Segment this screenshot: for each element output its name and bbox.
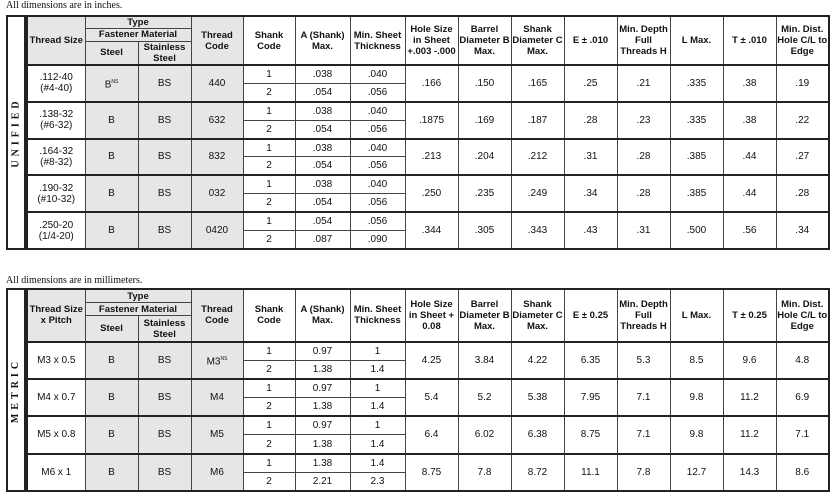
stainless-type: BS bbox=[138, 379, 191, 416]
t-value: .38 bbox=[723, 65, 776, 102]
header-l: L Max. bbox=[670, 16, 723, 65]
e-value: .31 bbox=[564, 139, 617, 176]
header-shank-diameter: Shank Diameter C Max. bbox=[511, 16, 564, 65]
min-sheet-thickness: .040 bbox=[350, 175, 405, 193]
t-value: 14.3 bbox=[723, 454, 776, 491]
shank-code: 1 bbox=[243, 454, 295, 473]
steel-type-cell bbox=[85, 139, 138, 176]
barrel-diameter: .169 bbox=[458, 102, 511, 139]
shank-code: 1 bbox=[243, 102, 295, 120]
header-hole-size: Hole Size in Sheet + 0.08 bbox=[405, 289, 458, 342]
thread-size: M4 x 0.7 bbox=[37, 392, 76, 404]
shank-code: 1 bbox=[243, 416, 295, 435]
hole-size: 6.4 bbox=[405, 416, 458, 453]
min-sheet-thickness: .056 bbox=[350, 120, 405, 138]
shank-diameter: 8.72 bbox=[511, 454, 564, 491]
min-dist: 6.9 bbox=[776, 379, 829, 416]
min-dist: 8.6 bbox=[776, 454, 829, 491]
thread-size-cell bbox=[27, 342, 85, 379]
shank-code: 1 bbox=[243, 212, 295, 230]
min-sheet-thickness: .040 bbox=[350, 102, 405, 120]
header-steel: Steel bbox=[85, 41, 138, 65]
a-shank-max: .054 bbox=[295, 120, 350, 138]
min-depth: .28 bbox=[617, 175, 670, 212]
steel-type-cell bbox=[85, 454, 138, 491]
table-row bbox=[27, 342, 829, 361]
steel-type: B bbox=[108, 151, 115, 163]
unified-table bbox=[26, 15, 830, 250]
header-fastener-material: Fastener Material bbox=[85, 29, 191, 41]
thread-size: .112-40 bbox=[39, 72, 73, 84]
header-e: E ± .010 bbox=[564, 16, 617, 65]
barrel-diameter: .305 bbox=[458, 212, 511, 249]
shank-diameter: 5.38 bbox=[511, 379, 564, 416]
a-shank-max: .054 bbox=[295, 194, 350, 212]
header-min-depth: Min. Depth Full Threads H bbox=[617, 289, 670, 342]
metric-section bbox=[6, 288, 828, 492]
table-row bbox=[27, 212, 829, 230]
shank-diameter: .187 bbox=[511, 102, 564, 139]
thread-code: 0420 bbox=[205, 225, 229, 237]
thread-size-alt: (1/4-20) bbox=[38, 230, 74, 242]
header-min-sheet: Min. Sheet Thickness bbox=[350, 16, 405, 65]
header-a-shank: A (Shank) Max. bbox=[295, 289, 350, 342]
header-shank-code: Shank Code bbox=[243, 16, 295, 65]
thread-code: M5 bbox=[210, 429, 224, 441]
thread-code-cell bbox=[191, 102, 243, 139]
thread-size: M5 x 0.8 bbox=[37, 429, 76, 441]
min-sheet-thickness: 1.4 bbox=[350, 360, 405, 379]
min-sheet-thickness: .040 bbox=[350, 139, 405, 157]
l-max: 9.8 bbox=[670, 379, 723, 416]
steel-type-note: NS bbox=[111, 78, 119, 85]
e-value: 6.35 bbox=[564, 342, 617, 379]
a-shank-max: .054 bbox=[295, 212, 350, 230]
stainless-type: BS bbox=[138, 454, 191, 491]
t-value: .38 bbox=[723, 102, 776, 139]
table-row bbox=[27, 102, 829, 120]
min-sheet-thickness: 1 bbox=[350, 342, 405, 361]
shank-code: 1 bbox=[243, 65, 295, 83]
min-sheet-thickness: 1 bbox=[350, 416, 405, 435]
thread-size: .190-32 bbox=[39, 182, 74, 194]
a-shank-max: 0.97 bbox=[295, 379, 350, 398]
steel-type-cell bbox=[85, 342, 138, 379]
shank-code: 2 bbox=[243, 194, 295, 212]
min-sheet-thickness: 1 bbox=[350, 379, 405, 398]
thread-code-cell bbox=[191, 379, 243, 416]
min-dist: .27 bbox=[776, 139, 829, 176]
thread-code-cell bbox=[191, 65, 243, 102]
t-value: .44 bbox=[723, 175, 776, 212]
steel-type-cell bbox=[85, 379, 138, 416]
min-depth: 5.3 bbox=[617, 342, 670, 379]
header-thread-size: Thread Size x Pitch bbox=[27, 289, 85, 342]
thread-code: M3 bbox=[206, 356, 221, 367]
min-sheet-thickness: .090 bbox=[350, 231, 405, 249]
header-steel: Steel bbox=[85, 316, 138, 342]
a-shank-max: .087 bbox=[295, 231, 350, 249]
min-sheet-thickness: 1.4 bbox=[350, 435, 405, 454]
thread-size: M6 x 1 bbox=[41, 466, 72, 478]
stainless-type: BS bbox=[138, 102, 191, 139]
min-sheet-thickness: .056 bbox=[350, 83, 405, 101]
min-dist: 7.1 bbox=[776, 416, 829, 453]
shank-code: 2 bbox=[243, 157, 295, 175]
table-row bbox=[27, 65, 829, 83]
unified-caption: All dimensions are in inches. bbox=[6, 0, 123, 11]
thread-code: 440 bbox=[208, 77, 226, 89]
barrel-diameter: .235 bbox=[458, 175, 511, 212]
thread-size-cell bbox=[27, 65, 85, 102]
thread-size-cell bbox=[27, 454, 85, 491]
min-depth: 7.1 bbox=[617, 379, 670, 416]
min-sheet-thickness: .056 bbox=[350, 157, 405, 175]
min-sheet-thickness: .056 bbox=[350, 212, 405, 230]
t-value: .56 bbox=[723, 212, 776, 249]
t-value: 11.2 bbox=[723, 379, 776, 416]
unified-side-label: UNIFIED bbox=[6, 15, 26, 250]
thread-size-cell bbox=[27, 212, 85, 249]
l-max: 12.7 bbox=[670, 454, 723, 491]
header-thread-code: Thread Code bbox=[191, 16, 243, 65]
header-min-dist: Min. Dist. Hole C/L to Edge bbox=[776, 16, 829, 65]
thread-code: 832 bbox=[208, 151, 226, 163]
metric-side-label: METRIC bbox=[6, 288, 26, 492]
header-shank-code: Shank Code bbox=[243, 289, 295, 342]
thread-size-alt: (#6-32) bbox=[40, 120, 73, 132]
shank-diameter: .165 bbox=[511, 65, 564, 102]
thread-size: .250-20 bbox=[39, 219, 74, 231]
barrel-diameter: 5.2 bbox=[458, 379, 511, 416]
shank-code: 1 bbox=[243, 342, 295, 361]
min-dist: .19 bbox=[776, 65, 829, 102]
barrel-diameter: 3.84 bbox=[458, 342, 511, 379]
shank-code: 2 bbox=[243, 231, 295, 249]
header-t: T ± .010 bbox=[723, 16, 776, 65]
min-depth: .31 bbox=[617, 212, 670, 249]
thread-size-alt: (#8-32) bbox=[40, 156, 73, 168]
a-shank-max: .038 bbox=[295, 139, 350, 157]
header-a-shank: A (Shank) Max. bbox=[295, 16, 350, 65]
e-value: .43 bbox=[564, 212, 617, 249]
e-value: 8.75 bbox=[564, 416, 617, 453]
steel-type-cell bbox=[85, 175, 138, 212]
thread-size-cell bbox=[27, 139, 85, 176]
min-depth: 7.1 bbox=[617, 416, 670, 453]
min-dist: .22 bbox=[776, 102, 829, 139]
thread-size: .164-32 bbox=[39, 145, 74, 157]
shank-code: 2 bbox=[243, 83, 295, 101]
a-shank-max: 0.97 bbox=[295, 342, 350, 361]
a-shank-max: 0.97 bbox=[295, 416, 350, 435]
e-value: .25 bbox=[564, 65, 617, 102]
steel-type: B bbox=[108, 114, 115, 126]
steel-type-cell bbox=[85, 65, 138, 102]
unified-section bbox=[6, 15, 828, 250]
steel-type: B bbox=[108, 429, 115, 441]
min-dist: .34 bbox=[776, 212, 829, 249]
hole-size: .250 bbox=[405, 175, 458, 212]
shank-diameter: .249 bbox=[511, 175, 564, 212]
steel-type: B bbox=[108, 466, 115, 478]
table-row bbox=[27, 379, 829, 398]
header-stainless-steel: Stainless Steel bbox=[138, 41, 191, 65]
metric-caption: All dimensions are in millimeters. bbox=[6, 275, 143, 286]
thread-code-cell bbox=[191, 454, 243, 491]
barrel-diameter: 6.02 bbox=[458, 416, 511, 453]
t-value: .44 bbox=[723, 139, 776, 176]
min-dist: 4.8 bbox=[776, 342, 829, 379]
steel-type-cell bbox=[85, 416, 138, 453]
a-shank-max: .054 bbox=[295, 157, 350, 175]
header-min-sheet: Min. Sheet Thickness bbox=[350, 289, 405, 342]
header-type: Type bbox=[85, 16, 191, 29]
hole-size: .344 bbox=[405, 212, 458, 249]
a-shank-max: 1.38 bbox=[295, 360, 350, 379]
a-shank-max: .038 bbox=[295, 102, 350, 120]
stainless-type: BS bbox=[138, 139, 191, 176]
e-value: 7.95 bbox=[564, 379, 617, 416]
thread-code-cell bbox=[191, 175, 243, 212]
header-min-depth: Min. Depth Full Threads H bbox=[617, 16, 670, 65]
min-sheet-thickness: 1.4 bbox=[350, 398, 405, 417]
steel-type: B bbox=[108, 392, 115, 404]
hole-size: 4.25 bbox=[405, 342, 458, 379]
shank-code: 2 bbox=[243, 398, 295, 417]
a-shank-max: .038 bbox=[295, 175, 350, 193]
thread-size: M3 x 0.5 bbox=[37, 354, 76, 366]
min-sheet-thickness: .040 bbox=[350, 65, 405, 83]
a-shank-max: 1.38 bbox=[295, 435, 350, 454]
thread-code: M6 bbox=[210, 466, 224, 478]
barrel-diameter: .150 bbox=[458, 65, 511, 102]
min-depth: .21 bbox=[617, 65, 670, 102]
thread-size-cell bbox=[27, 416, 85, 453]
header-thread-size: Thread Size bbox=[27, 16, 85, 65]
thread-size-alt: (#4-40) bbox=[40, 83, 73, 95]
hole-size: .213 bbox=[405, 139, 458, 176]
shank-code: 2 bbox=[243, 120, 295, 138]
thread-size-cell bbox=[27, 379, 85, 416]
steel-type-cell bbox=[85, 212, 138, 249]
l-max: .335 bbox=[670, 102, 723, 139]
t-value: 11.2 bbox=[723, 416, 776, 453]
table-row bbox=[27, 454, 829, 473]
min-sheet-thickness: .056 bbox=[350, 194, 405, 212]
table-row bbox=[27, 175, 829, 193]
shank-code: 1 bbox=[243, 139, 295, 157]
table-row bbox=[27, 416, 829, 435]
stainless-type: BS bbox=[138, 175, 191, 212]
l-max: .335 bbox=[670, 65, 723, 102]
header-thread-code: Thread Code bbox=[191, 289, 243, 342]
metric-table bbox=[26, 288, 830, 492]
stainless-type: BS bbox=[138, 212, 191, 249]
shank-code: 2 bbox=[243, 360, 295, 379]
thread-code: 032 bbox=[208, 188, 226, 200]
steel-type: B bbox=[108, 225, 115, 237]
barrel-diameter: 7.8 bbox=[458, 454, 511, 491]
header-barrel-diameter: Barrel Diameter B Max. bbox=[458, 16, 511, 65]
shank-diameter: .343 bbox=[511, 212, 564, 249]
header-barrel-diameter: Barrel Diameter B Max. bbox=[458, 289, 511, 342]
thread-code-cell bbox=[191, 212, 243, 249]
steel-type: B bbox=[108, 188, 115, 200]
l-max: 9.8 bbox=[670, 416, 723, 453]
header-e: E ± 0.25 bbox=[564, 289, 617, 342]
thread-code: M4 bbox=[210, 392, 224, 404]
header-l: L Max. bbox=[670, 289, 723, 342]
e-value: 11.1 bbox=[564, 454, 617, 491]
shank-code: 1 bbox=[243, 175, 295, 193]
a-shank-max: 1.38 bbox=[295, 398, 350, 417]
shank-diameter: 4.22 bbox=[511, 342, 564, 379]
min-depth: 7.8 bbox=[617, 454, 670, 491]
thread-code-cell bbox=[191, 342, 243, 379]
shank-code: 2 bbox=[243, 472, 295, 491]
steel-type: B bbox=[108, 354, 115, 366]
header-t: T ± 0.25 bbox=[723, 289, 776, 342]
header-shank-diameter: Shank Diameter C Max. bbox=[511, 289, 564, 342]
thread-size: .138-32 bbox=[39, 109, 74, 121]
min-sheet-thickness: 2.3 bbox=[350, 472, 405, 491]
hole-size: 8.75 bbox=[405, 454, 458, 491]
shank-code: 2 bbox=[243, 435, 295, 454]
a-shank-max: 1.38 bbox=[295, 454, 350, 473]
thread-size-alt: (#10-32) bbox=[37, 193, 76, 205]
min-dist: .28 bbox=[776, 175, 829, 212]
shank-diameter: 6.38 bbox=[511, 416, 564, 453]
stainless-type: BS bbox=[138, 342, 191, 379]
thread-code-note: NS bbox=[220, 355, 228, 362]
shank-diameter: .212 bbox=[511, 139, 564, 176]
e-value: .28 bbox=[564, 102, 617, 139]
header-stainless-steel: Stainless Steel bbox=[138, 316, 191, 342]
min-depth: .23 bbox=[617, 102, 670, 139]
l-max: 8.5 bbox=[670, 342, 723, 379]
thread-code: 632 bbox=[208, 114, 226, 126]
header-hole-size: Hole Size in Sheet +.003 -.000 bbox=[405, 16, 458, 65]
hole-size: .166 bbox=[405, 65, 458, 102]
steel-type: B bbox=[104, 79, 112, 91]
shank-code: 1 bbox=[243, 379, 295, 398]
barrel-diameter: .204 bbox=[458, 139, 511, 176]
a-shank-max: .038 bbox=[295, 65, 350, 83]
hole-size: .1875 bbox=[405, 102, 458, 139]
hole-size: 5.4 bbox=[405, 379, 458, 416]
a-shank-max: 2.21 bbox=[295, 472, 350, 491]
steel-type-cell bbox=[85, 102, 138, 139]
min-sheet-thickness: 1.4 bbox=[350, 454, 405, 473]
stainless-type: BS bbox=[138, 416, 191, 453]
a-shank-max: .054 bbox=[295, 83, 350, 101]
header-type: Type bbox=[85, 289, 191, 303]
thread-code-cell bbox=[191, 139, 243, 176]
l-max: .385 bbox=[670, 175, 723, 212]
min-depth: .28 bbox=[617, 139, 670, 176]
l-max: .500 bbox=[670, 212, 723, 249]
thread-code-cell bbox=[191, 416, 243, 453]
table-row bbox=[27, 139, 829, 157]
t-value: 9.6 bbox=[723, 342, 776, 379]
stainless-type: BS bbox=[138, 65, 191, 102]
header-fastener-material: Fastener Material bbox=[85, 303, 191, 316]
thread-size-cell bbox=[27, 102, 85, 139]
e-value: .34 bbox=[564, 175, 617, 212]
header-min-dist: Min. Dist. Hole C/L to Edge bbox=[776, 289, 829, 342]
l-max: .385 bbox=[670, 139, 723, 176]
thread-size-cell bbox=[27, 175, 85, 212]
